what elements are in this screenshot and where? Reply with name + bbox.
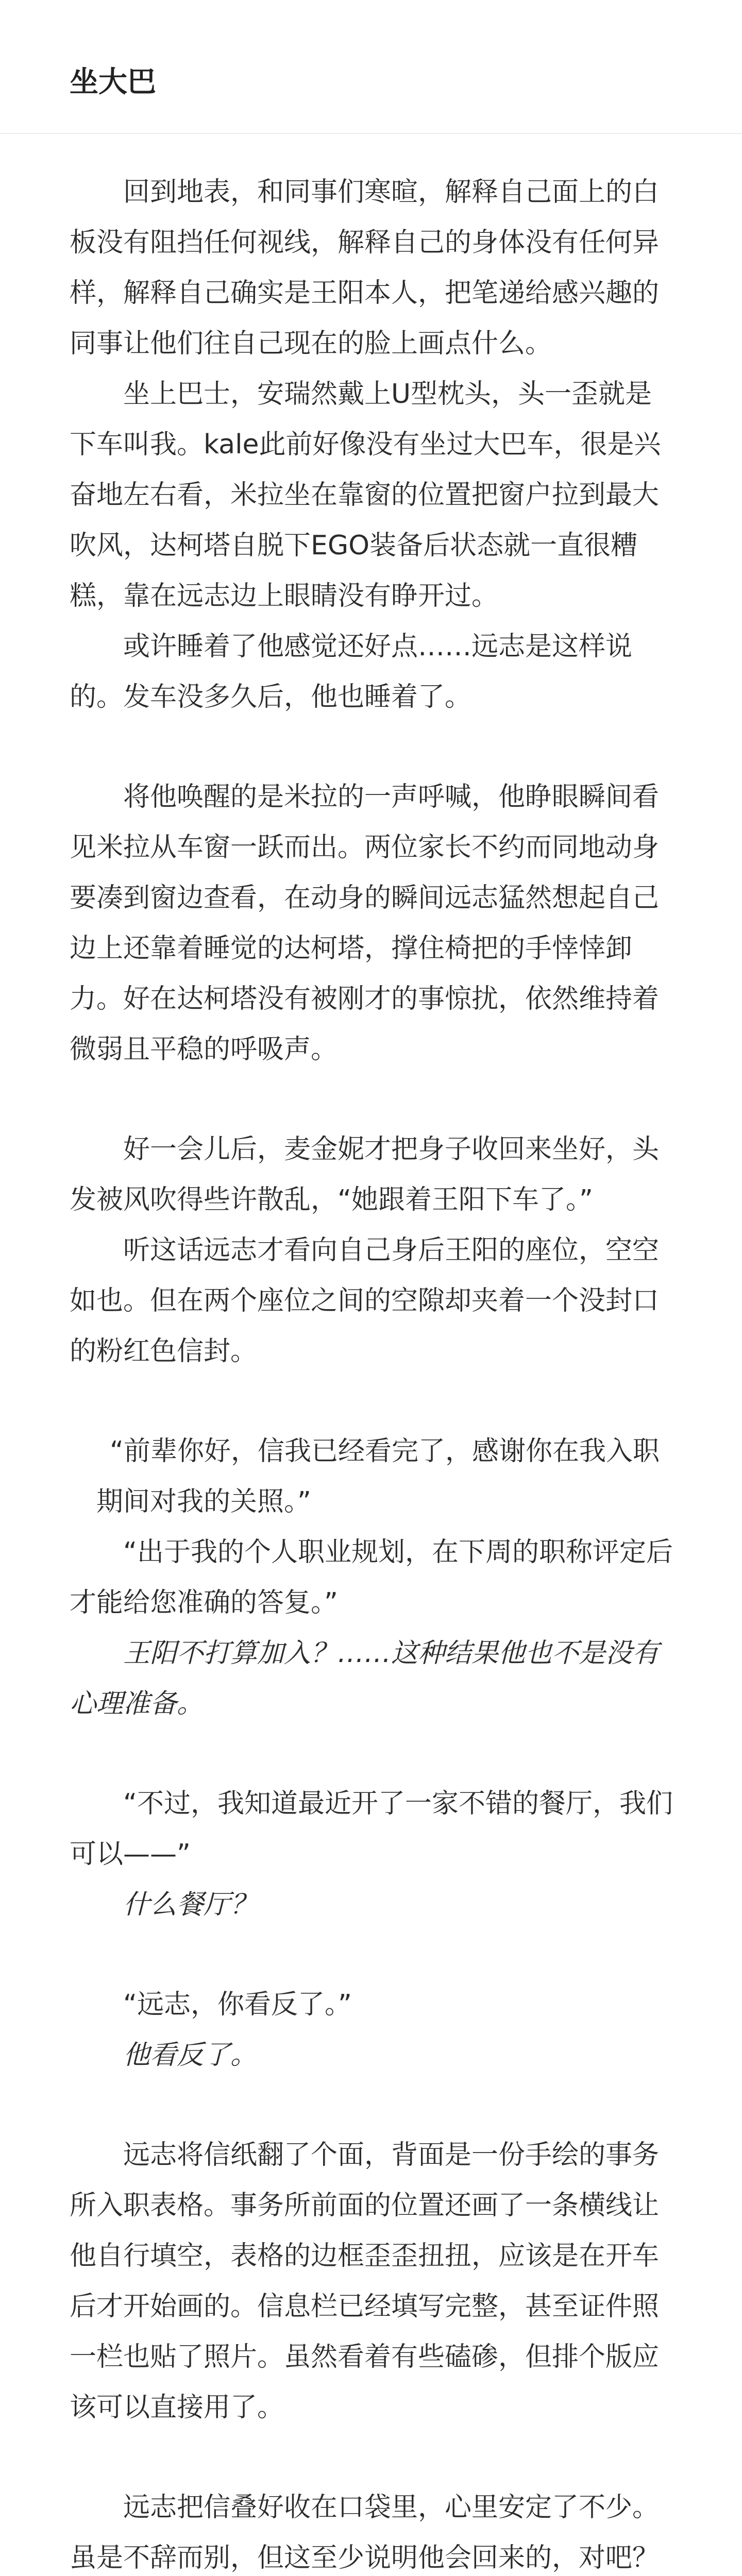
paragraph: 听这话远志才看向自己身后王阳的座位，空空如也。但在两个座位之间的空隙却夹着一个没封口的粉红色信封。 <box>70 1235 660 1367</box>
inner-thought: 什么餐厅？ <box>123 1889 258 1920</box>
inner-thought: 王阳不打算加入？……这种结果他也不是没有心理准备。 <box>70 1638 660 1719</box>
paragraph-gap <box>70 722 676 772</box>
letter-quote: “不过，我知道最近开了一家不错的餐厅，我们可以——” <box>70 1788 673 1870</box>
paragraph-gap <box>70 1377 676 1426</box>
paragraph-gap <box>70 2433 676 2482</box>
paragraph: 远志将信纸翻了个面，背面是一份手绘的事务所入职表格。事务所前面的位置还画了一条横线让他自行填空，表格的边框歪歪扭扭，应该是在开车后才开始画的。信息栏已经填写完整，甚至证件照一栏也贴了照片。虽然看着有些磕碜，但排个版应该可以直接用了。 <box>70 2140 660 2423</box>
letter-quote: “远志，你看反了。” <box>123 1989 352 2020</box>
paragraph-gap <box>70 1729 676 1778</box>
paragraph-gap <box>70 2080 676 2130</box>
text-block <box>70 167 676 2576</box>
paragraph: 回到地表，和同事们寒暄，解释自己面上的白板没有阻挡任何视线，解释自己的身体没有任何异样，解释自己确实是王阳本人，把笔递给感兴趣的同事让他们往自己现在的脸上画点什么。 <box>70 177 660 359</box>
inner-thought: 他看反了。 <box>123 2040 258 2071</box>
paragraph: 远志把信叠好收在口袋里，心里安定了不少。虽是不辞而别，但这至少说明他会回来的，对吧？ <box>70 2492 660 2573</box>
page-title: 坐大巴 <box>70 65 156 99</box>
paragraph-gap <box>70 1075 676 1124</box>
paragraph: 好一会儿后，麦金妮才把身子收回来坐好，头发被风吹得些许散乱，“她跟着王阳下车了。” <box>70 1134 660 1215</box>
paragraph: 坐上巴士，安瑞然戴上U型枕头，头一歪就是下车叫我。kale此前好像没有坐过大巴车，很是兴奋地左右看，米拉坐在靠窗的位置把窗户拉到最大吹风，达柯塔自脱下EGO装备后状态就一直很糟糕，靠在远志边上眼睛没有睁开过。 <box>70 379 661 612</box>
letter-quote: “前辈你好，信我已经看完了，感谢你在我入职期间对我的关照。” <box>96 1436 660 1517</box>
paragraph-gap <box>70 1930 676 1979</box>
paragraph: 将他唤醒的是米拉的一声呼喊，他睁眼瞬间看见米拉从车窗一跃而出。两位家长不约而同地动身要凑到窗边查看，在动身的瞬间远志猛然想起自己边上还靠着睡觉的达柯塔，撑住椅把的手悻悻卸力。好在达柯塔没有被刚才的事惊扰，依然维持着微弱且平稳的呼吸声。 <box>70 782 660 1065</box>
letter-quote: “出于我的个人职业规划，在下周的职称评定后才能给您准确的答复。” <box>70 1537 673 1618</box>
chapter-content <box>0 134 742 2576</box>
page-header <box>0 0 742 134</box>
paragraph: 或许睡着了他感觉还好点……远志是这样说的。发车没多久后，他也睡着了。 <box>70 631 633 713</box>
